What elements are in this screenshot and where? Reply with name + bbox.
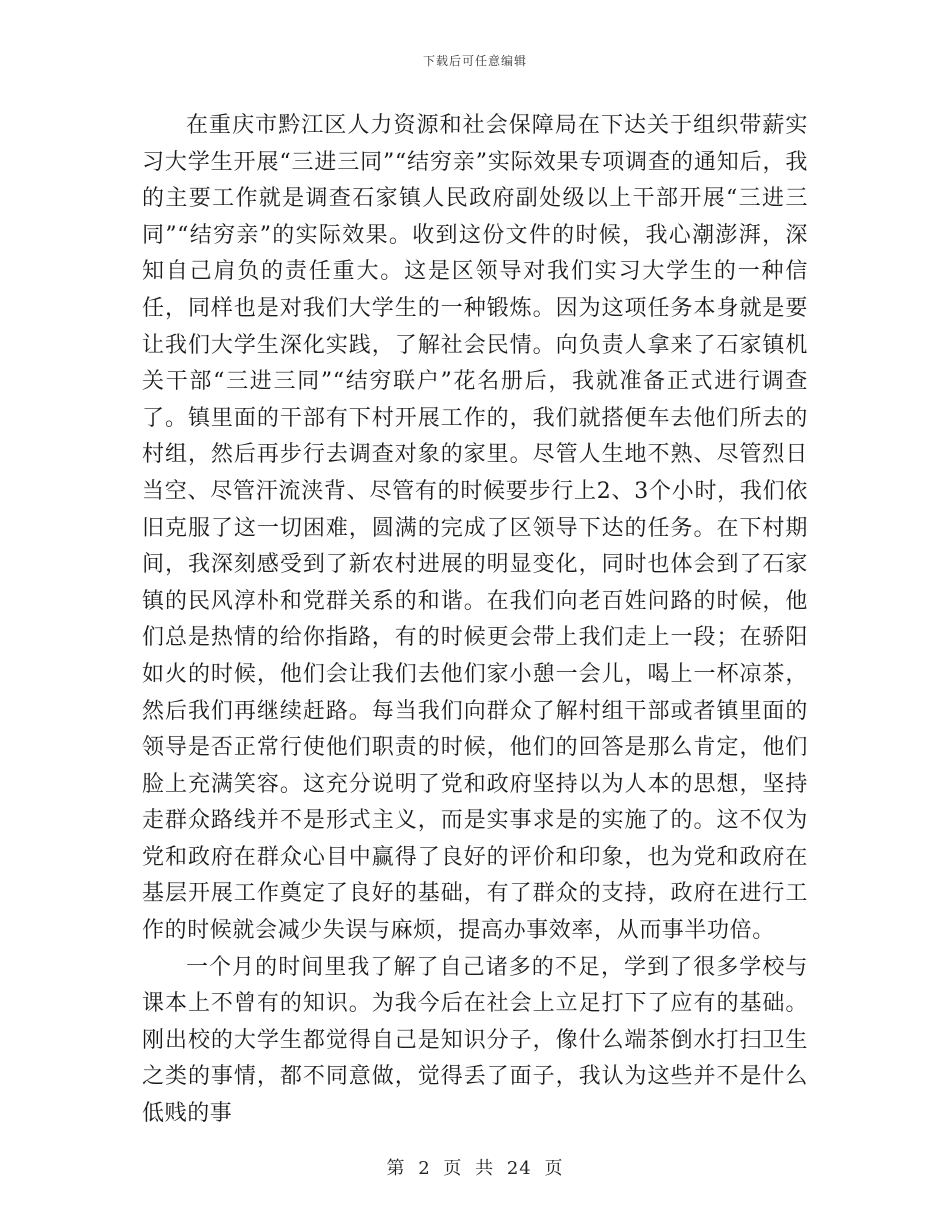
paragraph-2: 一个月的时间里我了解了自己诸多的不足，学到了很多学校与课本上不曾有的知识。为我今后在社会上立足打下了应有的基础。刚出校的大学生都觉得自己是知识分子，像什么端茶倒水打扫卫生之类的事情，都不同意做，觉得丢了面子，我认为这些并不是什么低贱的事 bbox=[142, 954, 808, 1127]
paragraph-1: 在重庆市黔江区人力资源和社会保障局在下达关于组织带薪实习大学生开展“三进三同”“结穷亲”实际效果专项调查的通知后，我的主要工作就是调查石家镇人民政府副处级以上干部开展“三进三同”“结穷亲”的实际效果。收到这份文件的时候，我心潮澎湃，深知自己肩负的责任重大。这是区领导对我们实习大学生的一种信任，同样也是对我们大学生的一种锻炼。因为这项任务本身就是要让我们大学生深化实践，了解社会民情。向负责人拿来了石家镇机关干部“三进三同”“结穷联户”花名册后，我就准备正式进行调查了。镇里面的干部有下村开展工作的，我们就搭便车去他们所去的村组，然后再步行去调查对象的家里。尽管人生地不熟、尽管烈日当空、尽管汗流浃背、尽管有的时候要步行上2、3个小时，我们依旧克服了这一切困难，圆满的完成了区领导下达的任务。在下村期间，我深刻感受到了新农村进展的明显变化，同时也体会到了石家镇的民风淳朴和党群关系的和谐。在我们向老百姓问路的时候，他们总是热情的给你指路，有的时候更会带上我们走上一段；在骄阳如火的时候，他们会让我们去他们家小憩一会儿，喝上一杯凉茶，然后我们再继续赶路。每当我们向群众了解村组干部或者镇里面的领导是否正常行使他们职责的时候，他们的回答是那么肯定，他们脸上充满笑容。这充分说明了党和政府坚持以为人本的思想，坚持走群众路线并不是形式主义，而是实事求是的实施了的。这不仅为党和政府在群众心目中赢得了良好的评价和印象，也为党和政府在基层开展工作奠定了良好的基础，有了群众的支持，政府在进行工作的时候就会减少失误与麻烦，提高办事效率，从而事半功倍。 bbox=[142, 113, 808, 944]
page-header: 下载后可任意编辑 bbox=[422, 54, 527, 68]
document-body bbox=[142, 108, 808, 1133]
page-footer: 第 2 页 共 24 页 bbox=[386, 1158, 564, 1179]
